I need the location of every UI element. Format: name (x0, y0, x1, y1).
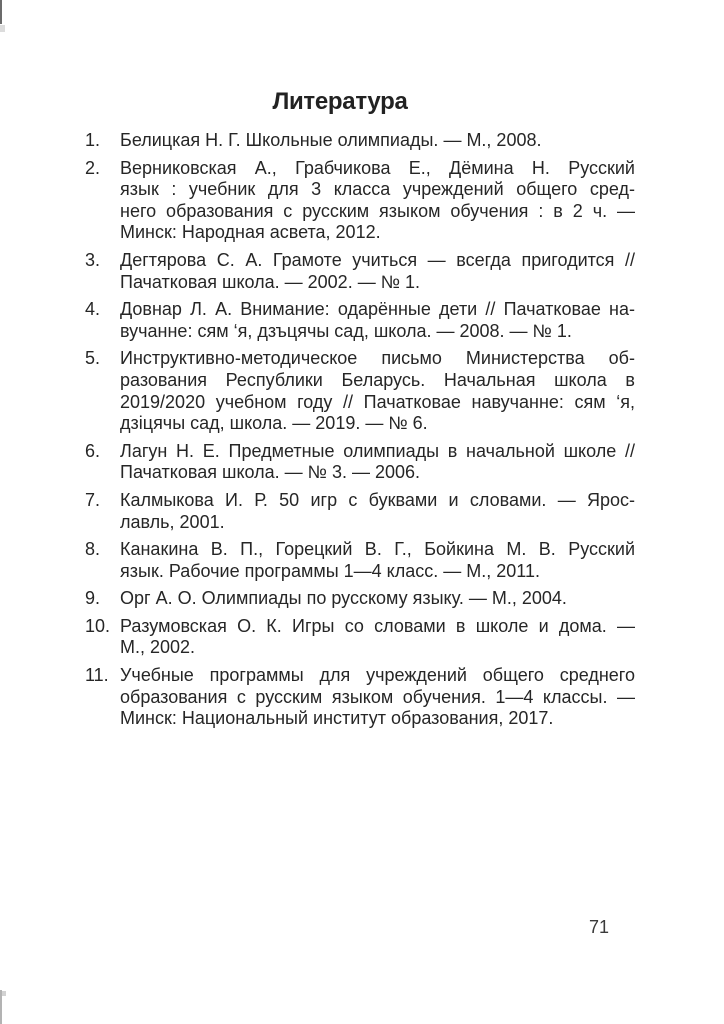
reference-text-line: 2019/2020 учебном году // Пачатковае навучанне: сям ‘я, (120, 391, 635, 412)
reference-text (120, 441, 635, 484)
reference-text-line: язык. Рабочие программы 1—4 класс. — М., 2011. (120, 560, 540, 581)
scan-speck-bottom (2, 991, 6, 996)
reference-text-line: разования Республики Беларусь. Начальная школа в (120, 369, 635, 390)
reference-text-line: Инструктивно-методическое письмо Министерства об- (120, 348, 635, 369)
reference-item (85, 539, 635, 582)
reference-item (85, 588, 635, 610)
reference-text-line: Учебные программы для учреждений общего среднего (120, 665, 635, 686)
reference-text-line: Минск: Народная асвета, 2012. (120, 222, 381, 243)
reference-number: 8. (85, 539, 101, 560)
reference-number: 11. (85, 665, 109, 686)
reference-text (120, 665, 635, 730)
reference-text (120, 616, 635, 659)
reference-text-line: образования с русским языком обучения. 1—4 классы. — (120, 686, 635, 707)
reference-number: 5. (85, 348, 101, 369)
reference-text-line: Дегтярова С. А. Грамоте учиться — всегда пригодится // (120, 249, 635, 270)
reference-text-line: дзіцячы сад, школа. — 2019. — № 6. (120, 413, 428, 434)
reference-number: 9. (85, 588, 101, 609)
reference-number: 6. (85, 440, 101, 461)
reference-number: 2. (85, 157, 101, 178)
reference-text-line: М., 2002. (120, 637, 196, 658)
reference-item (85, 130, 635, 152)
reference-text (120, 299, 635, 342)
reference-text-line: Канакина В. П., Горецкий В. Г., Бойкина М. В. Русский (120, 539, 635, 560)
reference-item (85, 250, 635, 293)
reference-text-line: Лагун Н. Е. Предметные олимпиады в начальной школе // (120, 440, 635, 461)
reference-text-line: Минск: Национальный институт образования, 2017. (120, 708, 554, 729)
reference-item (85, 441, 635, 484)
reference-number: 7. (85, 489, 101, 510)
reference-text-line: Калмыкова И. Р. 50 игр с буквами и словами. — Ярос- (120, 489, 635, 510)
reference-text (120, 539, 635, 582)
reference-text-line: Пачатковая школа. — 2002. — № 1. (120, 271, 421, 292)
reference-item (85, 665, 635, 730)
reference-item (85, 299, 635, 342)
reference-number: 10. (85, 615, 111, 636)
reference-list (85, 130, 635, 736)
reference-text (120, 588, 635, 610)
reference-text (120, 490, 635, 533)
reference-text-line: вучанне: сям ‘я, дзъцячы сад, школа. — 2008. — № 1. (120, 320, 572, 341)
reference-text (120, 250, 635, 293)
reference-text (120, 130, 635, 152)
reference-text-line: Пачатковая школа. — № 3. — 2006. (120, 462, 421, 483)
reference-text-line: него образования с русским языком обучения : в 2 ч. — (120, 200, 635, 221)
reference-number: 1. (85, 130, 101, 150)
reference-item (85, 348, 635, 434)
reference-number: 4. (85, 299, 101, 320)
reference-text (120, 158, 635, 244)
reference-number: 3. (85, 249, 101, 270)
reference-text-line: лавль, 2001. (120, 511, 225, 532)
reference-text-line: Довнар Л. А. Внимание: одарённые дети // Пачатковае на- (120, 299, 635, 320)
reference-text-line: Орг А. О. Олимпиады по русскому языку. — М., 2004. (120, 588, 567, 609)
page-number: 71 (588, 917, 610, 937)
reference-item (85, 490, 635, 533)
reference-text-line: Верниковская А., Грабчикова Е., Дёмина Н. Русский (120, 157, 635, 178)
reference-text (120, 348, 635, 434)
reference-text-line: Белицкая Н. Г. Школьные олимпиады. — М., 2008. (120, 130, 542, 150)
scan-edge-artifact-top (0, 0, 2, 24)
scan-speck-top (0, 25, 5, 32)
reference-text-line: язык : учебник для 3 класса учреждений общего сред- (120, 179, 635, 200)
page-title: Литература (272, 88, 408, 115)
reference-item (85, 158, 635, 244)
reference-item (85, 616, 635, 659)
reference-text-line: Разумовская О. К. Игры со словами в школе и дома. — (120, 615, 635, 636)
